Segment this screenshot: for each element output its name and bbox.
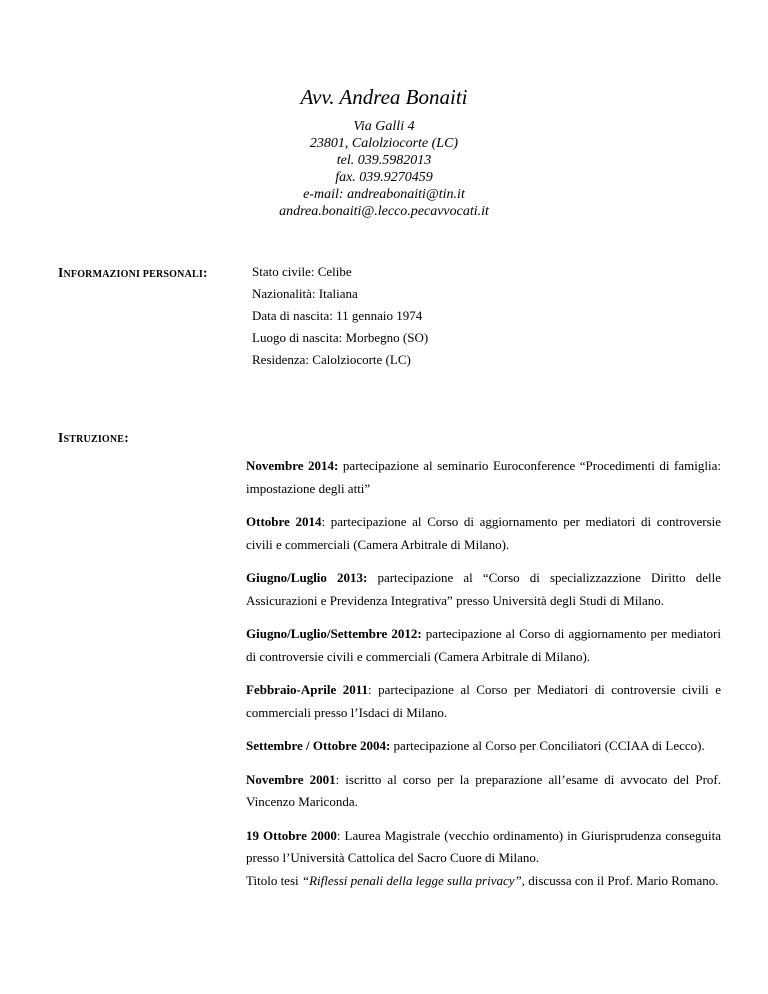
entry-date: 19 Ottobre 2000 [246,827,337,843]
address-street: Via Galli 4 [353,119,415,134]
entry-text: partecipazione al Corso di aggiornamento per mediatori di controversie civili e commerciali (Camera Arbitrale di Milano). [246,626,721,664]
entry-text: partecipazione al “Corso di specializzazzione Diritto delle Assicurazioni e Previdenza Integrativa” presso Università degli Studi di Milano. [246,570,722,608]
fax: fax. 039.9270459 [335,170,433,185]
email: e-mail: andreabonaiti@tin.it [303,187,465,202]
entry-text: partecipazione al seminario Euroconference “Procedimenti di famiglia: impostazione degli atti” [246,458,721,496]
education-list [246,455,721,892]
entry-date: Giugno/Luglio 2013: [246,570,368,585]
address-city: 23801, Calolziocorte (LC) [309,136,459,151]
thesis-prefix: Titolo tesi [246,872,302,888]
education-entry-degree [246,825,721,893]
entry-text: : partecipazione al Corso di aggiornamento per mediatori di controversie civili e commerciali (Camera Arbitrale di Milano). [246,514,722,552]
education-entry [246,679,721,724]
birth-place: Luogo di nascita: Morbegno (SO) [252,330,429,345]
section-label-personal [58,265,208,281]
education-entry [246,769,721,814]
section-label-initial: I [58,265,64,280]
thesis-title: “Riflessi penali della legge sulla privacy” [301,872,522,888]
personal-info [252,264,722,374]
entry-date: Novembre 2001 [246,771,336,787]
person-name: Avv. Andrea Bonaiti [300,85,468,109]
entry-text: partecipazione al Corso per Conciliatori (CCIAA di Lecco). [390,738,705,753]
entry-text: : iscritto al corso per la preparazione all’esame di avvocato del Prof. Vincenzo Mariconda. [246,771,721,809]
cv-header [0,84,768,220]
residence: Residenza: Calolziocorte (LC) [252,352,411,367]
section-label-rest: STRUZIONE [63,434,125,445]
birth-date: Data di nascita: 11 gennaio 1974 [252,308,423,323]
entry-date: Giugno/Luglio/Settembre 2012: [246,626,422,641]
education-entry [246,567,721,612]
entry-date: Settembre / Ottobre 2004: [246,738,391,753]
section-label-colon: : [124,430,129,445]
thesis-suffix: , discussa con il Prof. Mario Romano. [521,872,719,888]
telephone: tel. 039.5982013 [336,153,432,168]
entry-date: Novembre 2014: [246,458,339,473]
section-label-colon: : [202,265,208,280]
section-label-initial: I [58,430,64,445]
education-entry [246,511,721,556]
education-entry [246,455,721,500]
education-entry [246,623,721,668]
entry-text: : Laurea Magistrale (vecchio ordinamento) in Giurisprudenza conseguita presso l’Università Cattolica del Sacro Cuore di Milano. [246,827,721,865]
marital-status: Stato civile: Celibe [252,264,352,279]
entry-date: Febbraio-Aprile 2011 [246,682,369,697]
pec-email: andrea.bonaiti@.lecco.pecavvocati.it [279,204,489,219]
education-entry [246,735,721,758]
entry-text: : partecipazione al Corso per Mediatori di controversie civili e commerciali presso l’Isdaci di Milano. [246,682,721,720]
section-label-rest: NFORMAZIONI PERSONALI [63,269,203,280]
nationality: Nazionalità: Italiana [252,286,358,301]
entry-date: Ottobre 2014 [246,514,322,529]
section-label-education [58,430,129,446]
